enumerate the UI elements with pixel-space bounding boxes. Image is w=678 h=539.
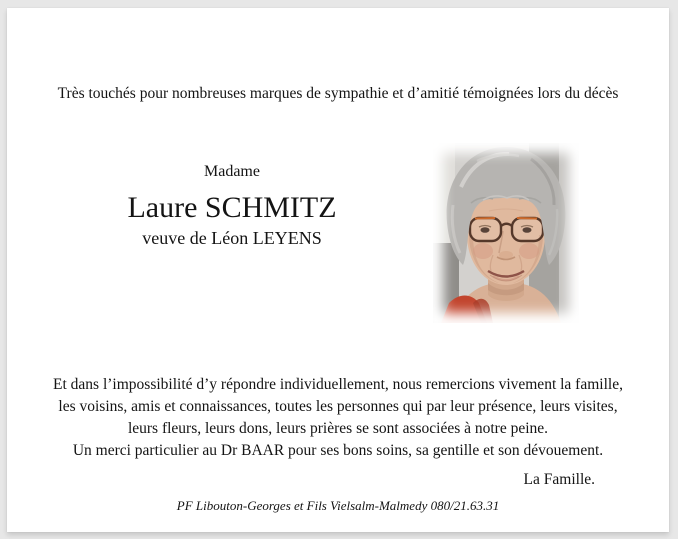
memorial-card: [7, 8, 669, 532]
deceased-title: Madame: [204, 163, 260, 180]
deceased-photo: [433, 143, 579, 323]
deceased-widow-line: veuve de Léon LEYENS: [142, 228, 322, 248]
thanks-line-1: Et dans l’impossibilité d’y répondre individuellement, nous remercions vivement la famille,: [53, 376, 623, 393]
portrait-illustration: [433, 143, 579, 323]
thanks-line-3: leurs fleurs, leurs dons, leurs prières se sont associées à notre peine.: [127, 420, 549, 437]
funeral-home-line: PF Libouton-Georges et Fils Vielsalm-Malmedy 080/21.63.31: [176, 498, 500, 513]
doctor-thanks-line: Un merci particulier au Dr BAAR pour ses bons soins, sa gentille et son dévouement.: [72, 442, 604, 459]
thanks-line-2: les voisins, amis et connaissances, toutes les personnes qui par leur présence, leurs visites,: [58, 398, 618, 415]
deceased-name: Laure SCHMITZ: [127, 191, 337, 224]
thanks-paragraph: [7, 374, 669, 440]
family-signature: La Famille.: [523, 471, 595, 488]
intro-line: Très touchés pour nombreuses marques de sympathie et d’amitié témoignées lors du décès: [57, 85, 619, 102]
